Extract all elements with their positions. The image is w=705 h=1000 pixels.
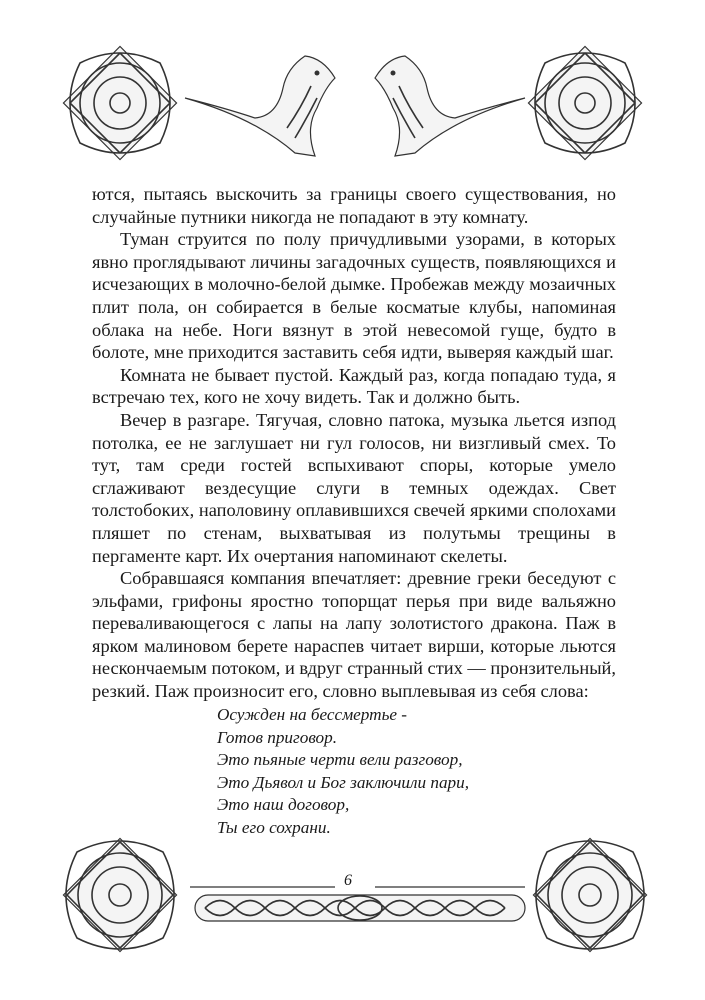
horse-left-icon [185, 56, 335, 156]
poem [217, 704, 469, 840]
poem-line: Это наш договор, [217, 795, 350, 815]
horse-right-icon [375, 56, 525, 156]
celtic-knot-bottom-left-icon [63, 838, 176, 951]
celtic-knot-bottom-right-icon [533, 838, 646, 951]
bottom-ornament [55, 825, 655, 965]
page-number: 6 [344, 872, 352, 889]
paragraph-1: ются, пытаясь выскочить за границы своего существования, но случайные путники никогда не попадают в эту комнату. [92, 184, 616, 227]
celtic-knot-top-left-icon [63, 46, 176, 159]
top-ornament [55, 38, 655, 168]
celtic-knot-top-right-icon [528, 46, 641, 159]
paragraph-5: Собравшаяся компания впечатляет: древние греки беседуют с эльфами, грифоны яростно топорщат перья при виде вальяжно переваливающегося с лапы на лапу золотистого дракона. Паж в ярком малиновом берете нараспев читает вирши, которые льются нескончаемым потоком, и вдруг странный стих — пронзительный, резкий. Паж произносит его, словно выплевывая из себя слова: [92, 568, 616, 702]
poem-line: Это Дьявол и Бог заключили пари, [217, 772, 470, 792]
paragraph-4: Вечер в разгаре. Тягучая, словно патока, музыка льется изпод потолка, ее не заглушает ни гул голосов, ни визгливый смех. То тут, там среди гостей вспыхивают споры, которые умело сглаживают вездесущие слуги в темных одеждах. Свет толстобоких, наполовину оплавившихся свечей яркими сполохами пляшет по стенам, выхватывая из полутьмы трещины в пергаменте карт. Их очертания напоминают скелеты. [92, 409, 616, 566]
poem-line: Ты его сохрани. [217, 817, 331, 837]
main-text [92, 183, 616, 703]
paragraph-2: Туман струится по полу причудливыми узорами, в которых явно проглядывают личины загадочных существ, появляющихся и исчезающих в молочно-белой дымке. Пробежав между мозаичных плит пола, он собирается в белые косматые клубы, напоминая облака на небе. Ноги вязнут в этой невесомой гуще, будто в болоте, мне приходится заставить себя идти, выверяя каждый шаг. [92, 229, 616, 363]
celtic-band-icon [195, 895, 525, 921]
poem-line: Это пьяные черти вели разговор, [217, 750, 463, 770]
paragraph-3: Комната не бывает пустой. Каждый раз, когда попадаю туда, я встречаю тех, кого не хочу видеть. Так и должно быть. [92, 364, 616, 408]
poem-line: Осужден на бессмертье - [217, 705, 408, 724]
poem-line: Готов приговор. [217, 727, 338, 747]
